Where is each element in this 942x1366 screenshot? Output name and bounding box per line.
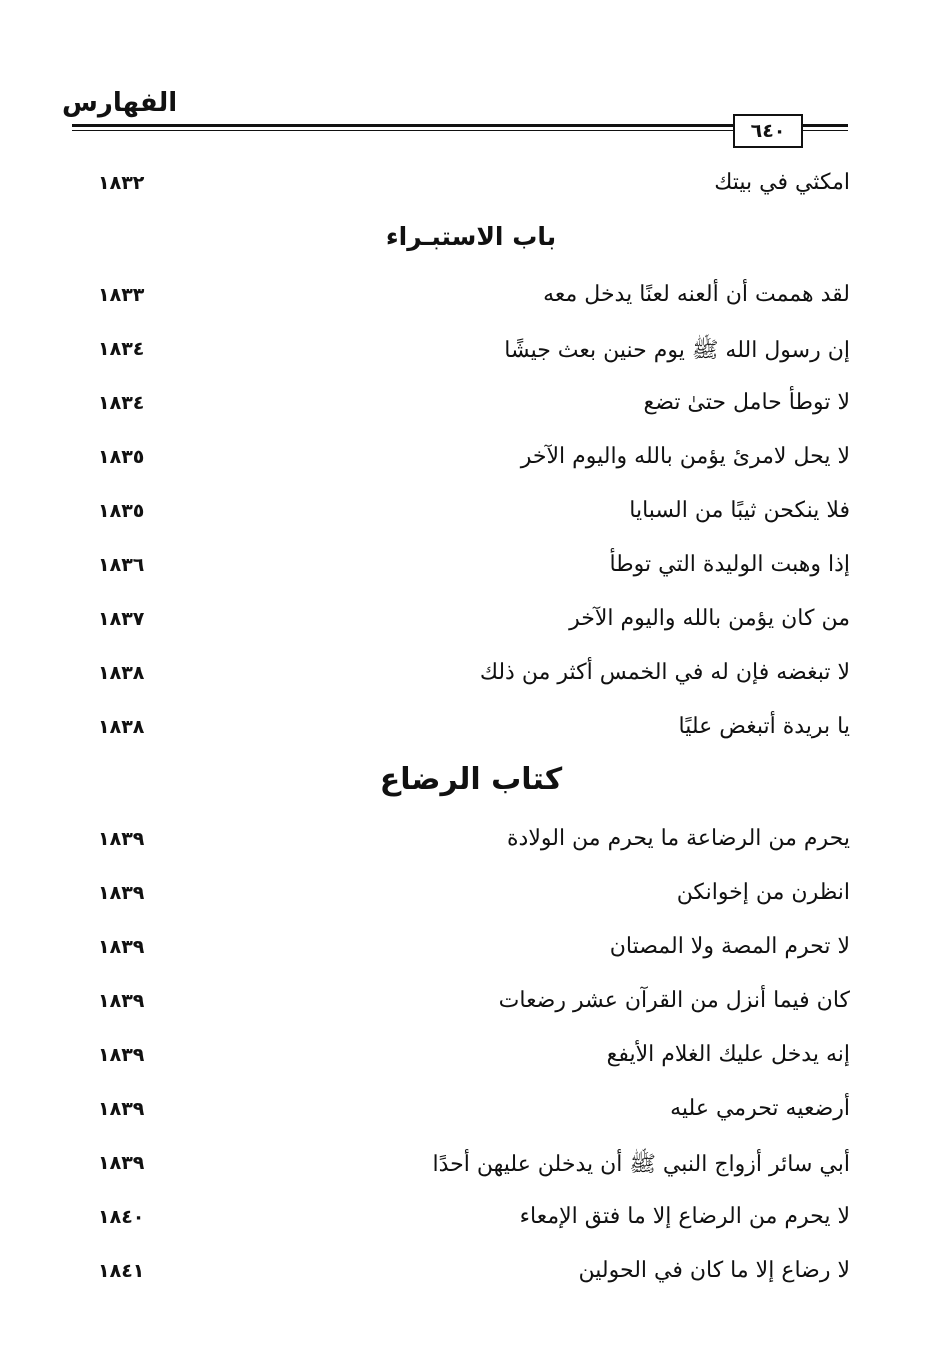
index-entry-text: إذا وهبت الوليدة التي توطأ (609, 552, 850, 577)
index-entry (0, 1248, 942, 1302)
index-entry-page-number: ١٨٣٩ (98, 828, 145, 850)
index-entry-page-number: ١٨٣٨ (98, 662, 145, 684)
index-entry (0, 1194, 942, 1248)
index-entry-page-number: ١٨٣٨ (98, 716, 145, 738)
header-rule-thick (72, 124, 848, 127)
index-entry (0, 160, 942, 214)
index-entry-text: لا يحل لامرئ يؤمن بالله واليوم الآخر (520, 444, 850, 469)
chapter-heading (0, 214, 942, 272)
index-entry (0, 1032, 942, 1086)
running-header-title: الفهارس (62, 88, 178, 118)
index-entry-text: امكثي في بيتك (714, 170, 850, 195)
index-entry (0, 816, 942, 870)
index-entry-page-number: ١٨٣٥ (98, 446, 145, 468)
index-entry-page-number: ١٨٤١ (98, 1260, 145, 1282)
index-entry-page-number: ١٨٣٢ (98, 172, 145, 194)
index-entry-text: إنه يدخل عليك الغلام الأيفع (606, 1042, 850, 1067)
index-entry (0, 924, 942, 978)
index-entry-text: لا رضاع إلا ما كان في الحولين (578, 1258, 850, 1283)
index-entry (0, 596, 942, 650)
index-entry (0, 1086, 942, 1140)
index-entry-page-number: ١٨٣٦ (98, 554, 145, 576)
index-entry (0, 272, 942, 326)
index-entry-page-number: ١٨٣٧ (98, 608, 145, 630)
index-entry (0, 1140, 942, 1194)
index-entry-text: كان فيما أنزل من القرآن عشر رضعات (498, 988, 850, 1013)
index-entry-page-number: ١٨٣٣ (98, 284, 145, 306)
index-entry (0, 978, 942, 1032)
index-entry (0, 704, 942, 758)
index-entry-text: لقد هممت أن ألعنه لعنًا يدخل معه (543, 282, 850, 307)
index-entry-text: انظرن من إخوانكن (676, 880, 850, 905)
index-entry-page-number: ١٨٤٠ (98, 1206, 145, 1228)
heading-text: كتاب الرضاع (379, 762, 563, 797)
index-entry (0, 542, 942, 596)
index-entry (0, 326, 942, 380)
index-entry (0, 650, 942, 704)
index-entry-text: لا يحرم من الرضاع إلا ما فتق الإمعاء (519, 1204, 850, 1229)
index-entry-text: لا تحرم المصة ولا المصتان (609, 934, 850, 959)
index-entry-page-number: ١٨٣٥ (98, 500, 145, 522)
index-entry-text: فلا ينكحن ثيبًا من السبايا (629, 498, 850, 523)
index-entry-text: يحرم من الرضاعة ما يحرم من الولادة (507, 826, 850, 851)
header-rule-thin (72, 130, 848, 131)
index-entry (0, 870, 942, 924)
page-number: ٦٤٠ (733, 114, 803, 148)
index-entry-page-number: ١٨٣٩ (98, 936, 145, 958)
index-entry-page-number: ١٨٣٩ (98, 990, 145, 1012)
index-entry (0, 488, 942, 542)
index-entry-page-number: ١٨٣٩ (98, 1044, 145, 1066)
index-entry (0, 434, 942, 488)
index-entry-text: يا بريدة أتبغض عليًا (678, 714, 850, 739)
index-entry-page-number: ١٨٣٩ (98, 882, 145, 904)
index-entry-page-number: ١٨٣٤ (98, 392, 145, 414)
index-entry (0, 380, 942, 434)
book-heading (0, 758, 942, 816)
page-header (0, 0, 942, 160)
heading-text: باب الاستبـراء (385, 222, 557, 251)
index-entry-text: أرضعيه تحرمي عليه (670, 1096, 850, 1121)
index-entry-text: لا تبغضه فإن له في الخمس أكثر من ذلك (479, 660, 850, 685)
index-entry-text: لا توطأ حامل حتىٰ تضع (643, 390, 850, 415)
index-entry-page-number: ١٨٣٩ (98, 1152, 145, 1174)
index-entry-text: إن رسول الله ﷺ يوم حنين بعث جيشًا (504, 338, 850, 363)
index-entry-page-number: ١٨٣٩ (98, 1098, 145, 1120)
index-entry-text: من كان يؤمن بالله واليوم الآخر (569, 606, 850, 631)
index-list (0, 160, 942, 1302)
index-entry-text: أبي سائر أزواج النبي ﷺ أن يدخلن عليهن أحدًا (432, 1152, 850, 1177)
index-entry-page-number: ١٨٣٤ (98, 338, 145, 360)
